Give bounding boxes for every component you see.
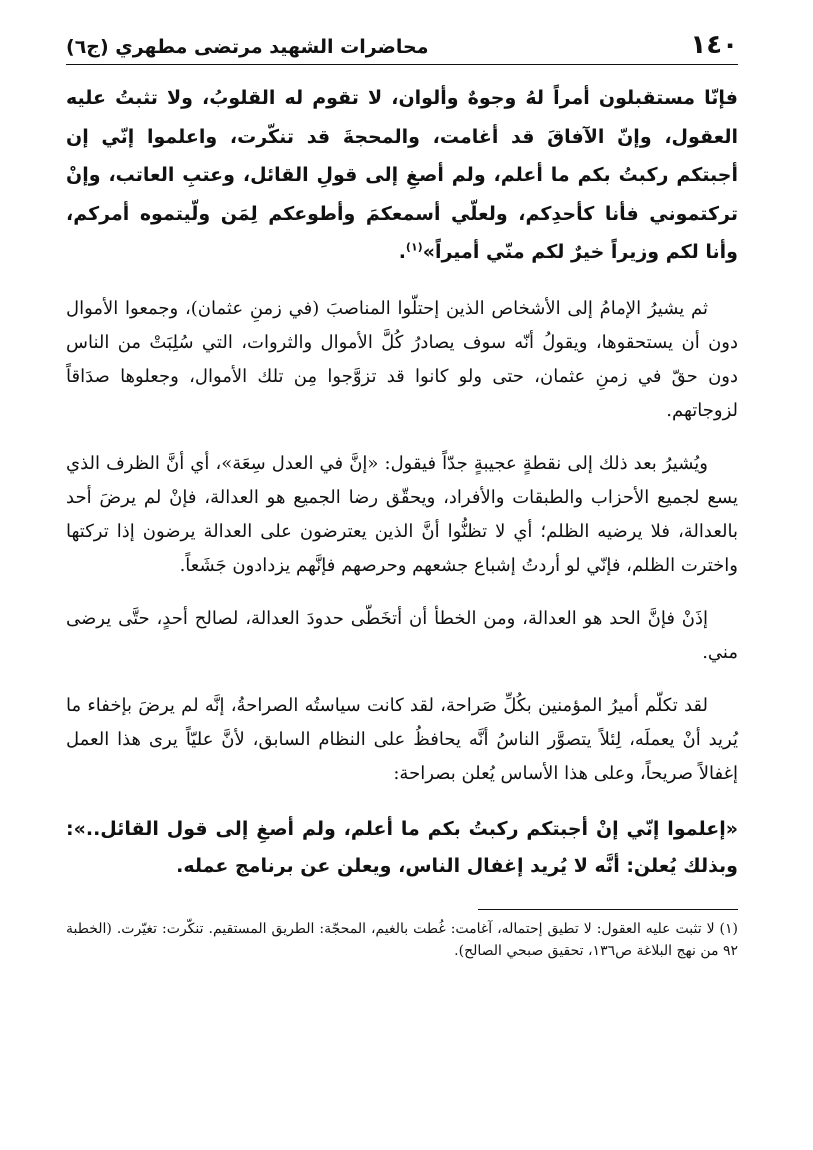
footnote: (١) لا تثبت عليه العقول: لا تطيق إحتماله، آغامت: غُطت بالغيم، المحجّة: الطريق المستقيم. تنكّرت: تغيّرت. (الخطبة ٩٢ من نهج البلاغة ص١٣٦، تحقيق صبحي الصالح). [66, 920, 738, 959]
paragraph-justice-limit: إذَنْ فإنَّ الحد هو العدالة، ومن الخطأ أن أتخَطّى حدودَ العدالة، لصالح أحدٍ، حتَّى يرضى مني. [66, 607, 738, 663]
opening-quote-end: . [398, 241, 406, 263]
running-head [66, 30, 738, 65]
running-title: محاضرات الشهيد مرتضى مطهري (ج٦) [66, 36, 429, 58]
paragraph-frankness: لقد تكلّم أميرُ المؤمنين بكُلِّ صَراحة، لقد كانت سياستُه الصراحةُ، إنَّه لم يرضَ بإخفاء ما يُريد أنْ يعملَه، لِئلاً يتصوَّر الناسُ أنَّه يحافظُ على النظام السابق، لأنَّ عليّاً يرى هذا العمل إغفالاً صريحاً، وعلى هذا الأساس يُعلن بصراحة: [66, 694, 738, 784]
opening-quote [66, 79, 738, 272]
footnote-reference[interactable]: (١) [405, 240, 423, 254]
paragraph-confiscation: ثم يشيرُ الإمامُ إلى الأشخاص الذين إحتلّوا المناصبَ (في زمنِ عثمان)، وجمعوا الأموال دون أن يستحقوها، ويقولُ أنّه سوف يصادرُ كُلَّ الأموال والثروات، التي سُلِبَتْ من الناس دون حقّ في زمنِ عثمان، حتى ولو كانوا قد تزوَّجوا مِن تلك الأموال، وجعلوها صدَاقاً لزوجاتهم. [66, 297, 738, 421]
page-number: ١٤٠ [690, 30, 738, 60]
footnote-divider [478, 909, 738, 910]
book-page [66, 30, 738, 1130]
paragraph-justice-breadth: ويُشيرُ بعد ذلك إلى نقطةٍ عجيبةٍ جدّاً فيقول: «إنَّ في العدل سِعَة»، أي أنَّ الظرف الذي يسع لجميع الأحزاب والطبقات والأفراد، ويحقّق رضا الجميع هو العدالة، فإنْ لم يرضَ أحد بالعدالة، فلا يرضيه الظلم؛ أي لا تظنُّوا أنَّ الذين يعترضون على العدالة يرضون إذا تركتها واخترت الظلم، فإنّي لو أردتُ إشباع جشعهم وحرصهم فإنَّهم يزدادون جَشَعاً. [66, 452, 738, 576]
opening-quote-text: فإنّا مستقبلون أمراً لهُ وجوهٌ وألوان، لا تقوم له القلوبُ، ولا تثبتُ عليه العقول، وإنّ الآفاقَ قد أغامت، والمحجةَ قد تنكّرت، واعلموا إنّي إن أجبتكم ركبتُ بكم ما أعلم، ولم أصغِ إلى قولِ القائل، وعتبِ العاتب، وإنْ تركتموني فأنا كأحدِكم، ولعلّي أسمعكمَ وأطوعكم لِمَن ولّيتموه أمركم، وأنا لكم وزيراً خيرٌ لكم منّي أميراً» [66, 87, 738, 263]
closing-quote: «إعلموا إنّي إنْ أجبتكم ركبتُ بكم ما أعلم، ولم أصغِ إلى قول القائل..»: وبذلك يُعلن: أنَّه لا يُريد إغفال الناس، ويعلن عن برنامج عمله. [66, 817, 738, 877]
